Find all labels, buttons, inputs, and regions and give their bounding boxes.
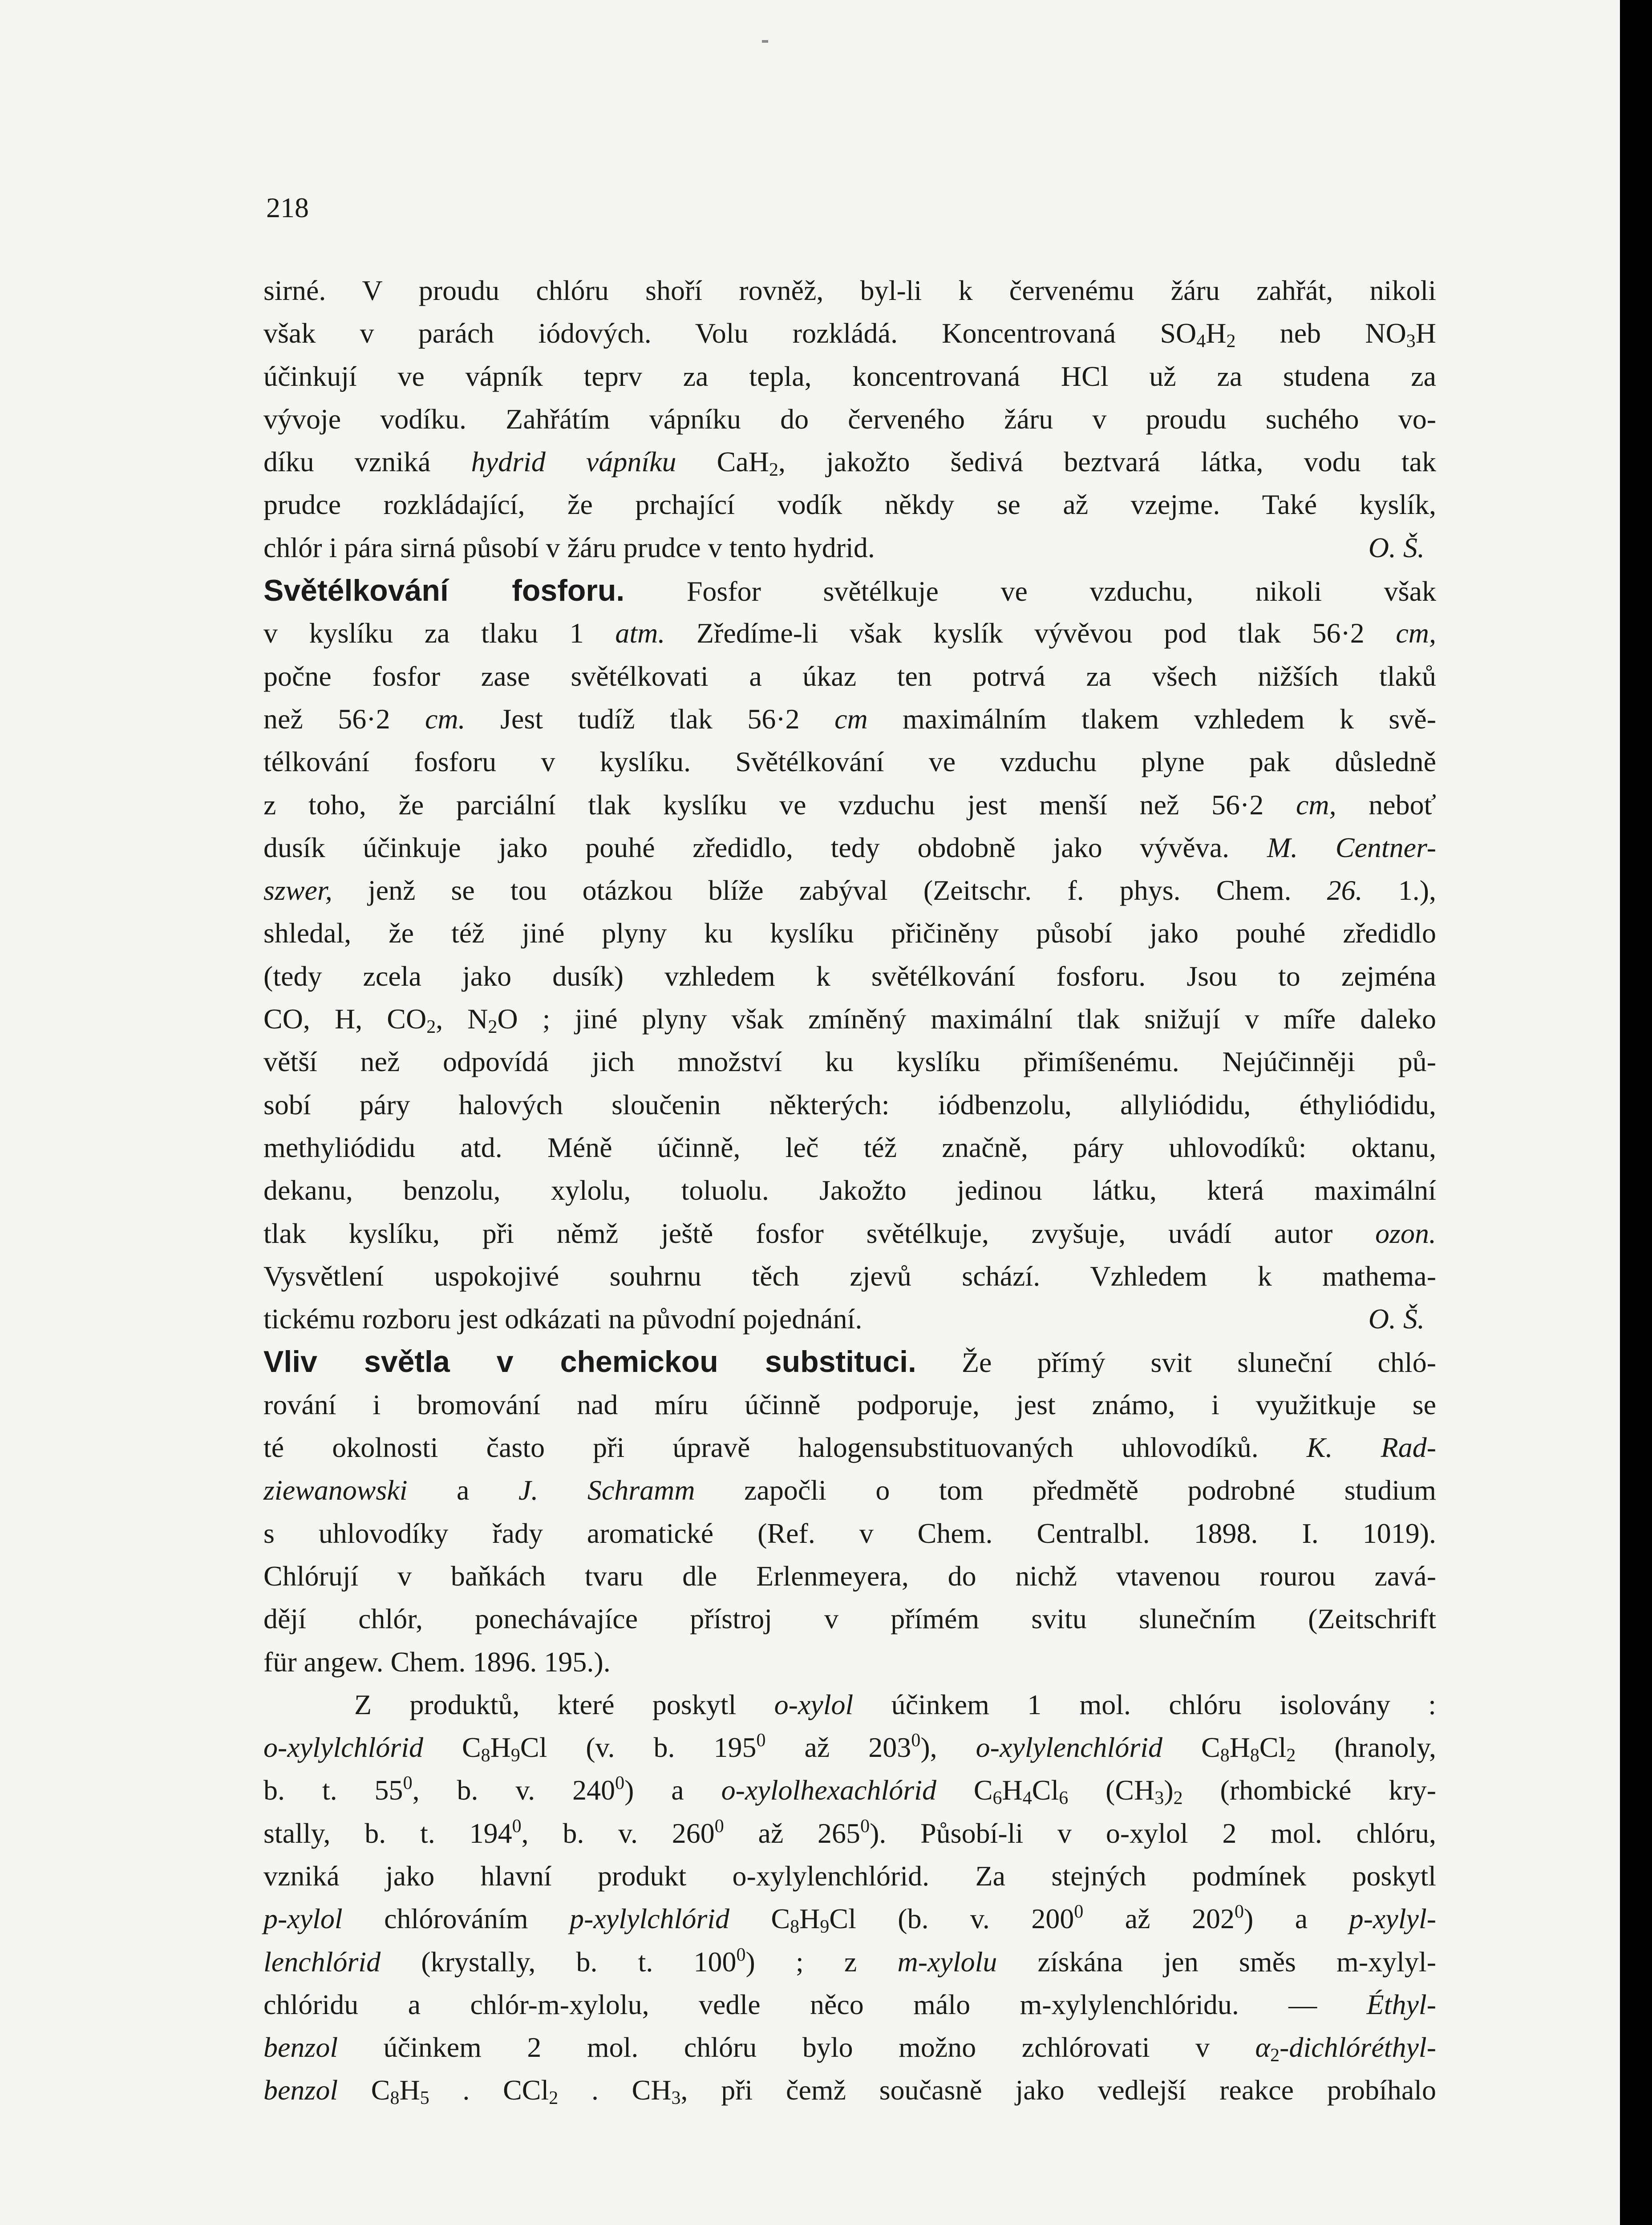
italic-text: K. Rad- [1306, 1432, 1436, 1464]
italic-text: 26. [1327, 874, 1363, 906]
superscript: 0 [615, 1773, 625, 1794]
subscript: 2 [1226, 331, 1236, 352]
text-run: až 202 [1083, 1903, 1235, 1935]
italic-text: O. Š. [1368, 531, 1425, 563]
subscript: 2 [769, 460, 778, 481]
text-run: H [1229, 1731, 1250, 1764]
author-signature [1369, 526, 1436, 569]
italic-text: Éthyl- [1366, 1988, 1436, 2020]
text-line [263, 1340, 1436, 1383]
text-run: chlórováním [342, 1903, 570, 1935]
text-run: C [1162, 1731, 1220, 1764]
text-run: H [799, 1903, 820, 1935]
italic-text: benzol [263, 2074, 338, 2106]
text-run: Vysvětlení uspokojivé souhrnu těch zjevů schází. Vzhledem k mathema- [263, 1260, 1436, 1292]
subscript: 2 [1173, 1788, 1183, 1809]
text-run: započli o tom předmětě podrobné studium [695, 1474, 1437, 1506]
text-line [263, 1812, 1436, 1855]
italic-text: o-xylylchlórid [263, 1731, 423, 1764]
subscript: 9 [510, 1745, 520, 1766]
subscript: 9 [820, 1917, 830, 1938]
text-run: télkování fosforu v kyslíku. Světélkování ve vzduchu plyne pak důsledně [263, 746, 1436, 778]
text-run: C [729, 1903, 790, 1935]
superscript: 0 [714, 1816, 724, 1837]
text-run: až 203 [765, 1731, 911, 1764]
print-speck [762, 40, 768, 43]
subscript: 2 [1286, 1745, 1296, 1766]
text-run: H [1002, 1774, 1023, 1806]
text-run: až 265 [724, 1817, 861, 1849]
text-run: Cl [1259, 1731, 1287, 1764]
text-run: Zředíme-li však kyslík vývěvou pod tlak 56·2 [665, 617, 1396, 649]
text-run: účinkují ve vápník teprv za tepla, koncentrovaná HCl už za studena za [263, 360, 1436, 392]
text-run: účinkem 2 mol. chlóru bylo možno zchlórovati v [338, 2031, 1255, 2063]
italic-text: p-xylol [263, 1903, 343, 1935]
text-run: CaH [676, 446, 769, 478]
text-run: tlak kyslíku, při němž ještě fosfor světélkuje, zvyšuje, uvádí autor [263, 1217, 1376, 1249]
superscript: 0 [512, 1816, 522, 1837]
italic-text: o-xylylenchlórid [976, 1731, 1162, 1764]
text-line [263, 1298, 1436, 1340]
italic-text: m-xylolu [897, 1946, 997, 1978]
subscript: 8 [390, 2088, 400, 2109]
text-line [263, 526, 1436, 569]
subscript: 8 [1250, 1745, 1259, 1766]
subscript: 2 [488, 1017, 498, 1038]
section-heading: Světélkování fosforu. [263, 574, 625, 608]
text-line [263, 1769, 1436, 1812]
text-run: Cl [1032, 1774, 1059, 1806]
text-run: Cl (v. b. 195 [520, 1731, 757, 1764]
text-line [263, 1983, 1436, 2026]
text-run: Fosfor světélkuje ve vzduchu, nikoli však [624, 575, 1436, 607]
text-run: für angew. Chem. 1896. 195.). [263, 1646, 611, 1678]
text-run: počne fosfor zase světélkovati a úkaz ten potrvá za všech nižších tlaků [263, 660, 1436, 692]
subscript: 8 [481, 1745, 490, 1766]
italic-text: J. Schramm [518, 1474, 695, 1506]
italic-text: p-xylylchlórid [570, 1903, 730, 1935]
subscript: 3 [671, 2088, 681, 2109]
text-run: 1.), [1362, 874, 1436, 906]
author-signature [1369, 1298, 1436, 1340]
italic-text: ziewanowski [263, 1474, 408, 1506]
text-run: CO, H, CO [263, 1003, 427, 1035]
text-line [263, 569, 1436, 612]
text-run: získána jen směs m-xylyl- [997, 1946, 1437, 1978]
text-run: ). Působí-li v o-xylol 2 mol. chlóru, [870, 1817, 1437, 1849]
section-heading: Vliv světla v chemickou substituci. [263, 1345, 916, 1379]
text-run: Cl (b. v. 200 [829, 1903, 1074, 1935]
text-line [263, 1169, 1436, 1212]
text-run: Že přímý svit sluneční chló- [916, 1347, 1437, 1379]
text-line [263, 312, 1436, 355]
text-run: ), [920, 1731, 976, 1764]
text-run: ) a [624, 1774, 721, 1806]
italic-text: α [1255, 2031, 1271, 2063]
text-run: jenž se tou otázkou blíže zabýval (Zeitschr. f. phys. Chem. [332, 874, 1327, 906]
text-line [263, 483, 1436, 526]
superscript: 0 [1074, 1901, 1084, 1922]
text-run: H [1206, 317, 1227, 349]
superscript: 0 [403, 1773, 413, 1794]
italic-text: cm [834, 703, 868, 735]
italic-text: O. Š. [1368, 1303, 1425, 1335]
italic-text: cm. [425, 703, 466, 735]
text-run: neb NO [1235, 317, 1406, 349]
subscript: 6 [992, 1788, 1002, 1809]
text-line [263, 784, 1436, 826]
text-line [263, 1555, 1436, 1598]
italic-text: p-xylyl- [1349, 1903, 1437, 1935]
superscript: 0 [860, 1816, 870, 1837]
text-run: s uhlovodíky řady aromatické (Ref. v Chem. Centralbl. 1898. I. 1019). [263, 1517, 1436, 1549]
italic-text: M. Centner- [1267, 831, 1437, 863]
italic-text: benzol [263, 2031, 338, 2063]
subscript: 2 [426, 1017, 436, 1038]
text-run: (rhombické kry- [1182, 1774, 1437, 1806]
text-line [263, 1426, 1436, 1469]
text-line [263, 1040, 1436, 1083]
text-line [263, 869, 1436, 912]
text-run: Chlórují v baňkách tvaru dle Erlenmeyera, do nichž vtavenou rourou zavá- [263, 1560, 1436, 1592]
text-line [263, 998, 1436, 1040]
text-run: methyliódidu atd. Méně účinně, leč též značně, páry uhlovodíků: oktanu, [263, 1131, 1436, 1163]
text-line [263, 826, 1436, 869]
text-run: H [490, 1731, 511, 1764]
superscript: 0 [911, 1730, 921, 1751]
text-run: (tedy zcela jako dusík) vzhledem k světélkování fosforu. Jsou to zejména [263, 960, 1436, 992]
text-run: dusík účinkuje jako pouhé zředidlo, tedy obdobně jako vývěva. [263, 831, 1267, 863]
page-number: 218 [266, 192, 309, 223]
text-run: sobí páry halových sloučenin některých: iódbenzolu, allyliódidu, éthyliódidu, [263, 1088, 1436, 1121]
italic-text: o-xylol [774, 1688, 854, 1720]
subscript: 2 [549, 2088, 559, 2109]
body-text [263, 269, 1436, 2112]
text-run: , jakožto šedivá beztvará látka, vodu tak [778, 446, 1437, 478]
italic-text: hydrid vápníku [471, 446, 676, 478]
text-line [263, 1641, 1436, 1683]
scan-border [1620, 0, 1652, 2225]
text-run: . CCl [429, 2074, 549, 2106]
text-run: sirné. V proudu chlóru shoří rovněž, byl-li k červenému žáru zahřát, nikoli [263, 275, 1436, 306]
subscript: 6 [1059, 1788, 1069, 1809]
text-run: , b. v. 240 [412, 1774, 615, 1806]
text-run: (CH [1068, 1774, 1155, 1806]
text-run: chlór i pára sirná působí v žáru prudce v tento hydrid. [263, 531, 875, 563]
subscript: 8 [1220, 1745, 1230, 1766]
text-run: , b. v. 260 [521, 1817, 715, 1849]
subscript: 4 [1196, 331, 1206, 352]
text-run: , N [436, 1003, 488, 1035]
superscript: 0 [736, 1944, 746, 1965]
text-run: prudce rozkládající, že prchající vodík někdy se až vzejme. Také kyslík, [263, 489, 1436, 521]
text-line [263, 1384, 1436, 1426]
text-line [263, 441, 1436, 483]
italic-text: szwer, [263, 874, 332, 906]
text-run: . CH [558, 2074, 672, 2106]
text-run: větší než odpovídá jich množství ku kyslíku přimíšenému. Nejúčinněji pů- [263, 1046, 1436, 1078]
text-run: vzniká jako hlavní produkt o-xylylenchlórid. Za stejných podmínek poskytl [263, 1860, 1436, 1892]
text-line [263, 1897, 1436, 1940]
text-line [263, 2069, 1436, 2112]
text-run: chlóridu a chlór-m-xylolu, vedle něco málo m-xylylenchlóridu. — [263, 1988, 1367, 2020]
text-run: b. t. 55 [263, 1774, 403, 1806]
text-run: než 56·2 [263, 703, 425, 735]
text-run: Jest tudíž tlak 56·2 [465, 703, 835, 735]
text-line [263, 612, 1436, 655]
text-line [263, 355, 1436, 398]
text-run: H [399, 2074, 420, 2106]
text-line [263, 269, 1436, 312]
italic-text: -dichlóréthyl- [1279, 2031, 1436, 2063]
text-run: účinkem 1 mol. chlóru isolovány : [853, 1688, 1436, 1720]
subscript: 4 [1022, 1788, 1032, 1809]
text-run: , při čemž současně jako vedlejší reakce probíhalo [680, 2074, 1437, 2106]
text-run: dekanu, benzolu, xylolu, toluolu. Jakožto jedinou látku, která maximální [263, 1174, 1436, 1206]
superscript: 0 [756, 1730, 766, 1751]
text-line [263, 1683, 1436, 1726]
subscript: 8 [790, 1917, 800, 1938]
italic-text: atm. [615, 617, 665, 649]
text-run: C [338, 2074, 390, 2106]
text-run: ) a [1244, 1903, 1349, 1935]
text-line [263, 955, 1436, 998]
text-run: vývoje vodíku. Zahřátím vápníku do červeného žáru v proudu suchého vo- [263, 403, 1436, 435]
text-line [263, 655, 1436, 698]
text-run: C [936, 1774, 993, 1806]
text-line [263, 698, 1436, 740]
text-run: (krystally, b. t. 100 [381, 1946, 737, 1978]
text-line [263, 912, 1436, 955]
italic-text: lenchlórid [263, 1946, 381, 1978]
italic-text: cm, [1396, 617, 1437, 649]
text-line [263, 1598, 1436, 1640]
text-run: však v parách iódových. Volu rozkládá. Koncentrovaná SO [263, 317, 1197, 349]
text-line [263, 1469, 1436, 1512]
text-line [263, 398, 1436, 441]
text-run: Z produktů, které poskytl [354, 1688, 774, 1720]
paragraph-end-text [263, 526, 875, 569]
text-run: tickému rozboru jest odkázati na původní pojednání. [263, 1303, 862, 1335]
text-line [263, 1126, 1436, 1169]
text-line [263, 740, 1436, 783]
text-run: a [407, 1474, 518, 1506]
text-run: v kyslíku za tlaku 1 [263, 617, 615, 649]
text-run: shledal, že též jiné plyny ku kyslíku přičiněny působí jako pouhé zředidlo [263, 917, 1436, 949]
subscript: 3 [1154, 1788, 1164, 1809]
text-run: z toho, že parciální tlak kyslíku ve vzduchu jest menší než 56·2 [263, 789, 1296, 821]
text-line [263, 1255, 1436, 1298]
subscript: 5 [420, 2088, 429, 2109]
text-run: C [423, 1731, 481, 1764]
text-line [263, 1941, 1436, 1983]
text-run: neboť [1336, 789, 1437, 821]
text-line [263, 1212, 1436, 1255]
text-line [263, 1512, 1436, 1555]
text-line [263, 1726, 1436, 1769]
text-run: H [1415, 317, 1437, 349]
italic-text: o-xylolhexachlórid [721, 1774, 936, 1806]
italic-text: cm, [1296, 789, 1336, 821]
text-run: ) ; z [745, 1946, 898, 1978]
text-run: dějí chlór, ponechávajíce přístroj v přímém svitu slunečním (Zeitschrift [263, 1603, 1436, 1635]
text-run: ) [1164, 1774, 1174, 1806]
text-run: rování i bromování nad míru účinně podporuje, jest známo, i využitkuje se [263, 1388, 1436, 1420]
text-run: díku vzniká [263, 446, 471, 478]
subscript: 3 [1406, 331, 1416, 352]
text-run: O ; jiné plyny však zmíněný maximální tlak snižují v míře daleko [497, 1003, 1436, 1035]
italic-text: ozon. [1375, 1217, 1436, 1249]
text-run: stally, b. t. 194 [263, 1817, 512, 1849]
text-run: (hranoly, [1296, 1731, 1437, 1764]
superscript: 0 [1235, 1901, 1244, 1922]
text-line [263, 2026, 1436, 2069]
text-line [263, 1855, 1436, 1897]
paragraph-end-text [263, 1298, 862, 1340]
text-run: maximálním tlakem vzhledem k svě- [867, 703, 1437, 735]
text-run: té okolnosti často při úpravě halogensubstituovaných uhlovodíků. [263, 1432, 1307, 1464]
text-line [263, 1084, 1436, 1126]
subscript: 2 [1270, 2045, 1280, 2066]
